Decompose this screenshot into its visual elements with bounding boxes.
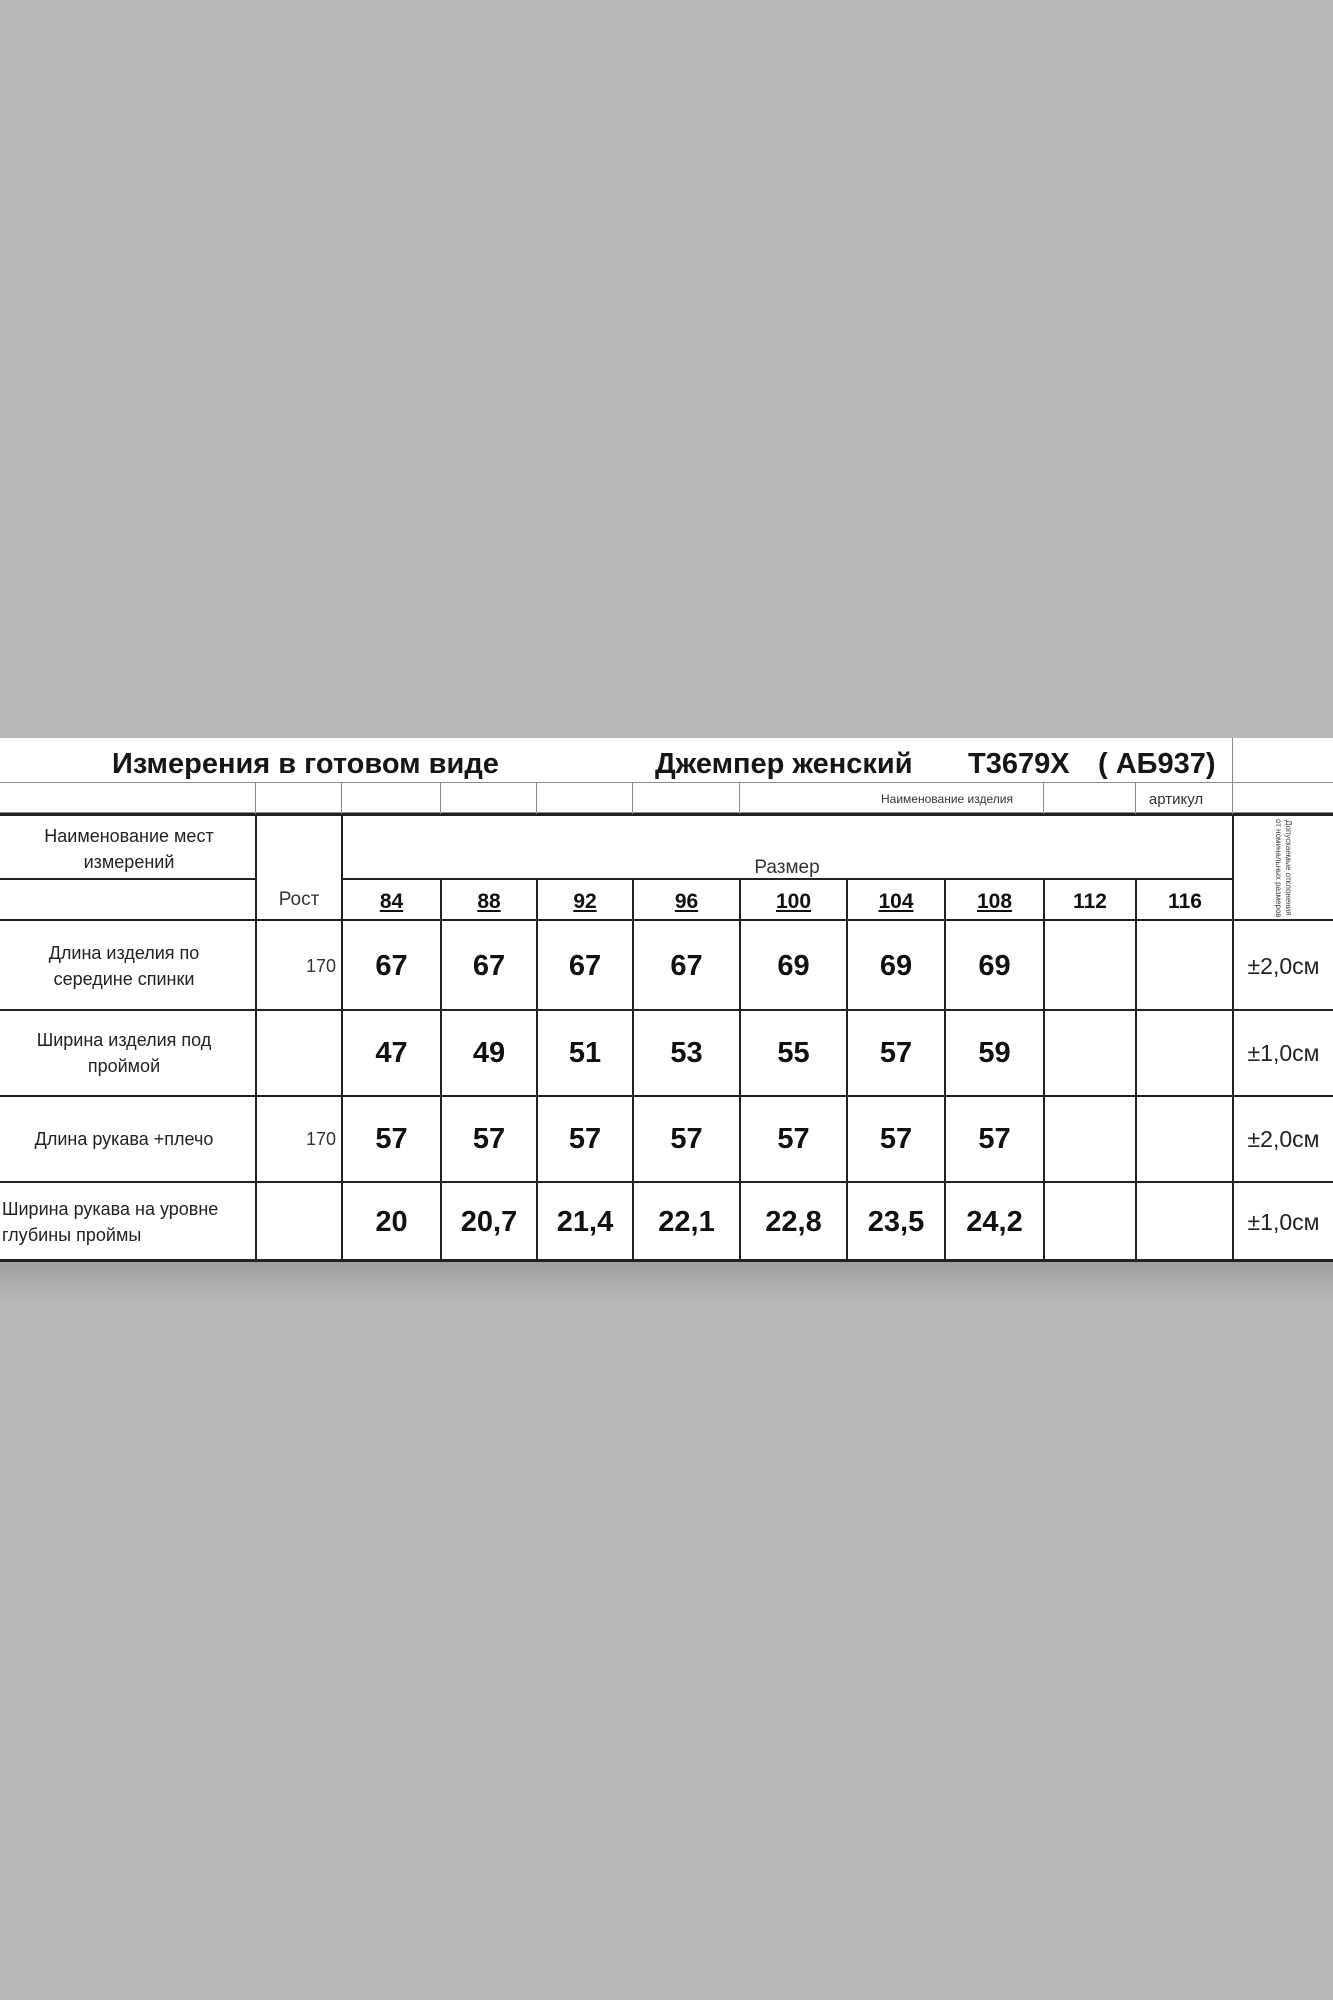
- row-1-name: Длина изделия по середине спинки: [48, 943, 200, 989]
- size-88: 88: [477, 890, 501, 913]
- row-3-value-112: [1044, 1096, 1136, 1182]
- column-border: [341, 814, 343, 1262]
- column-border: [632, 880, 634, 1262]
- chart-title: Измерения в готовом виде: [112, 747, 499, 780]
- row-1-value-112: [1044, 922, 1136, 1010]
- header-grid-line: [0, 782, 1333, 783]
- row-3-rost: 170: [305, 1128, 336, 1149]
- row-2-value-92: 51: [568, 1036, 602, 1069]
- header-sub-border: [342, 878, 1234, 880]
- row-1-value-116: [1136, 922, 1234, 1010]
- caption-grid-line: [1232, 738, 1233, 814]
- size-108: 108: [976, 890, 1013, 913]
- table-top-border: [0, 813, 1333, 816]
- row-4-value-88: 20,7: [460, 1205, 518, 1238]
- measurement-name-header: Наименование мест измерений: [44, 826, 214, 872]
- row-4-rost: [256, 1182, 342, 1262]
- row-1-tolerance: ±2,0см: [1247, 952, 1320, 979]
- caption-grid-line: [632, 782, 633, 814]
- header-bottom-border: [0, 919, 1333, 921]
- caption-grid-line: [440, 782, 441, 814]
- row-1-value-96: 67: [670, 949, 703, 982]
- column-border: [846, 880, 848, 1262]
- size-92: 92: [573, 890, 597, 913]
- row-3-value-100: 57: [777, 1122, 810, 1155]
- column-border: [1043, 880, 1045, 1262]
- row-2-value-116: [1136, 1010, 1234, 1096]
- product-code: Т3679Х: [968, 747, 1070, 780]
- row-2-value-100: 55: [777, 1036, 810, 1069]
- tolerance-header: Допускаемые отклонения от номинальных размеров: [1274, 818, 1293, 918]
- product-name: Джемпер женский: [655, 747, 913, 780]
- row-2-value-96: 53: [670, 1036, 703, 1069]
- row-1-value-100: 69: [777, 949, 810, 982]
- size-header: Размер: [754, 857, 820, 878]
- row-2-value-88: 49: [472, 1036, 506, 1069]
- row-3-value-108: 57: [978, 1122, 1011, 1155]
- column-border: [1232, 814, 1234, 1262]
- sheet-shadow: [0, 1262, 1333, 1302]
- row-2-value-112: [1044, 1010, 1136, 1096]
- row-1-value-84: 67: [375, 949, 408, 982]
- product-caption: Наименование изделия: [881, 792, 1013, 806]
- row-3-value-116: [1136, 1096, 1234, 1182]
- row-3-value-88: 57: [472, 1122, 506, 1155]
- row-4-value-112: [1044, 1182, 1136, 1262]
- row-2-tolerance: ±1,0см: [1247, 1039, 1320, 1066]
- size-84: 84: [379, 890, 404, 913]
- row-2-value-104: 57: [879, 1036, 913, 1069]
- row-4-value-100: 22,8: [765, 1205, 822, 1238]
- column-border: [255, 814, 257, 1262]
- size-112: 112: [1073, 890, 1107, 913]
- column-border: [536, 880, 538, 1262]
- rost-header: Рост: [278, 889, 320, 910]
- size-104: 104: [878, 890, 914, 913]
- row-3-tolerance: ±2,0см: [1247, 1125, 1320, 1152]
- row-border: [0, 1181, 1333, 1183]
- row-4-tolerance: ±1,0см: [1247, 1208, 1320, 1235]
- caption-grid-line: [739, 782, 740, 814]
- row-1-value-104: 69: [879, 949, 913, 982]
- caption-grid-line: [255, 782, 256, 814]
- row-border: [0, 1009, 1333, 1011]
- row-1-rost: 170: [305, 955, 336, 976]
- product-article: ( АБ937): [1098, 747, 1216, 780]
- caption-grid-line: [341, 782, 342, 814]
- row-2-value-108: 59: [978, 1036, 1011, 1069]
- row-4-value-84: 20: [375, 1205, 408, 1238]
- row-4-value-116: [1136, 1182, 1234, 1262]
- size-116: 116: [1168, 890, 1202, 913]
- column-border: [440, 880, 442, 1262]
- size-96: 96: [674, 890, 699, 913]
- caption-grid-line: [1135, 782, 1136, 814]
- column-border: [739, 880, 741, 1262]
- size-chart-sheet: [0, 738, 1333, 1262]
- caption-grid-line: [536, 782, 537, 814]
- row-4-value-104: 23,5: [867, 1205, 925, 1238]
- row-1-value-92: 67: [568, 949, 602, 982]
- size-100: 100: [775, 890, 812, 913]
- row-4-value-108: 24,2: [966, 1205, 1023, 1238]
- row-3-value-92: 57: [568, 1122, 602, 1155]
- column-border: [1135, 880, 1137, 1262]
- header-sub-border: [0, 878, 256, 880]
- row-4-value-92: 21,4: [556, 1205, 614, 1238]
- row-3-name: Длина рукава +плечо: [34, 1129, 214, 1149]
- row-border: [0, 1095, 1333, 1097]
- row-2-name: Ширина изделия под проймой: [36, 1030, 212, 1076]
- caption-grid-line: [1043, 782, 1044, 814]
- row-3-value-96: 57: [670, 1122, 703, 1155]
- column-border: [944, 880, 946, 1262]
- row-2-value-84: 47: [375, 1036, 408, 1069]
- row-1-value-88: 67: [472, 949, 506, 982]
- row-2-rost: [256, 1010, 342, 1096]
- row-4-name: Ширина рукава на уровне глубины проймы: [2, 1199, 219, 1245]
- row-3-value-84: 57: [375, 1122, 408, 1155]
- row-4-value-96: 22,1: [658, 1205, 715, 1238]
- row-1-value-108: 69: [978, 949, 1011, 982]
- article-caption: артикул: [1148, 790, 1204, 808]
- row-3-value-104: 57: [879, 1122, 913, 1155]
